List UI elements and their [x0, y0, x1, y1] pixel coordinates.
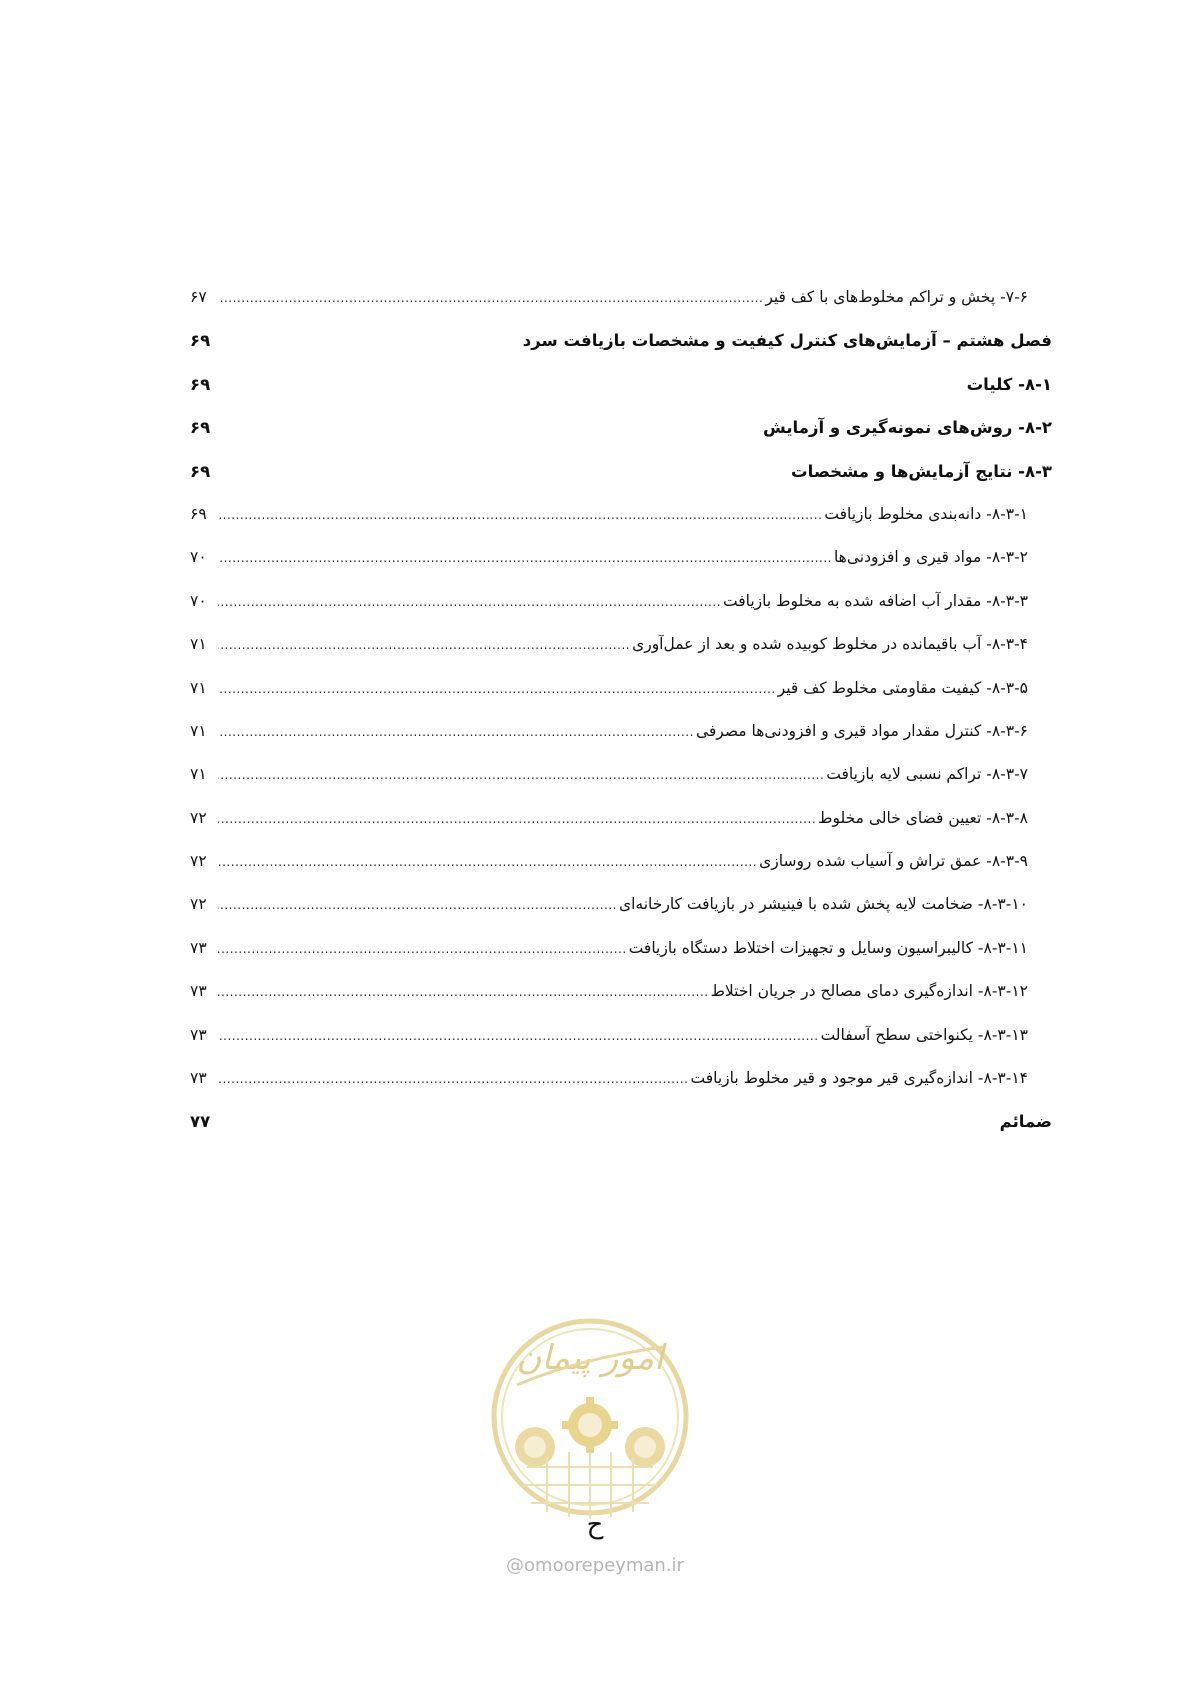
dot-leader [218, 668, 776, 711]
toc-entry-title: فصل هشتم – آزمایش‌های کنترل کیفیت و مشخصات بازیافت سرد [522, 331, 1052, 351]
dot-leader [218, 277, 763, 320]
toc-entry-page: ۷۱ [190, 721, 207, 740]
toc-entry[interactable] [190, 927, 1052, 970]
dot-leader [218, 798, 816, 841]
toc-entry-page: ۷۰ [190, 591, 207, 610]
dot-leader [218, 537, 832, 580]
toc-entry-title: ۸-۳-۱۰- ضخامت لایه پخش شده با فینیشر در بازیافت کارخانه‌ای [618, 895, 1028, 914]
toc-entry[interactable] [190, 450, 1052, 493]
toc-entry-title: ۸-۳-۱- دانه‌بندی مخلوط بازیافت [824, 504, 1028, 523]
left-gear-icon [515, 1427, 555, 1467]
toc-entry-page: ۷۳ [190, 1069, 207, 1088]
right-gear-icon [625, 1427, 665, 1467]
toc-entry-page: ۷۲ [190, 808, 207, 827]
toc-entry[interactable] [190, 623, 1052, 666]
toc-entry-page: ۶۹ [190, 331, 211, 351]
toc-entry-page: ۷۱ [190, 635, 207, 654]
dot-leader [218, 754, 824, 797]
toc-entry-page: ۷۱ [190, 678, 207, 697]
toc-entry[interactable] [190, 710, 1052, 753]
gear-icon [562, 1397, 618, 1453]
toc-entry-page: ۷۳ [190, 938, 207, 957]
dot-leader [218, 624, 630, 667]
toc-entry[interactable] [190, 1057, 1052, 1100]
toc-entry-title: ۸-۳-۶- کنترل مقدار مواد قیری و افزودنی‌ها مصرفی [695, 721, 1028, 740]
toc-entry[interactable] [190, 1014, 1052, 1057]
logo-text: امور پیمان [516, 1338, 664, 1378]
toc-entry-page: ۷۷ [190, 1112, 211, 1132]
toc-entry[interactable] [190, 753, 1052, 796]
toc-entry[interactable] [190, 276, 1052, 319]
toc-entry-page: ۶۹ [190, 504, 207, 523]
toc-entry-page: ۶۹ [190, 374, 211, 394]
toc-entry-page: ۷۲ [190, 852, 207, 871]
website-watermark: @omoorepeyman.ir [506, 1555, 684, 1576]
dot-leader [218, 581, 721, 624]
toc-entry-title: ۸-۳-۴- آب باقیمانده در مخلوط کوبیده شده و بعد از عمل‌آوری [632, 635, 1028, 654]
toc-entry-title: ۸-۳-۸- تعیین فضای خالی مخلوط [818, 808, 1028, 827]
toc-entry[interactable] [190, 493, 1052, 536]
toc-entry-title: ۸-۳- نتایج آزمایش‌ها و مشخصات [791, 461, 1052, 481]
toc-entry-page: ۷۲ [190, 895, 207, 914]
toc-entry[interactable] [190, 580, 1052, 623]
dot-leader [218, 884, 617, 927]
toc-entry-title: ۸-۳-۱۴- اندازه‌گیری قیر موجود و قیر مخلوط بازیافت [690, 1069, 1028, 1088]
toc-entry-title: ۸-۳-۱۳- یکنواختی سطح آسفالت [820, 1025, 1028, 1044]
dot-leader [218, 971, 709, 1014]
toc-entry-title: ۸-۱- کلیات [966, 374, 1052, 394]
toc-entry-title: ضمائم [999, 1112, 1052, 1132]
toc-entry[interactable] [190, 319, 1052, 362]
toc-entry-page: ۷۱ [190, 765, 207, 784]
toc-entry[interactable] [190, 970, 1052, 1013]
toc-entry[interactable] [190, 1100, 1052, 1143]
dot-leader [218, 841, 757, 884]
toc-entry-page: ۶۷ [190, 288, 207, 306]
toc-entry-title: ۷-۶- پخش و تراکم مخلوط‌های با کف قیر [765, 288, 1028, 306]
toc-entry[interactable] [190, 406, 1052, 449]
toc-entry-title: ۸-۳-۳- مقدار آب اضافه شده به مخلوط بازیافت [723, 591, 1028, 610]
page-number-letter: ح [586, 1510, 604, 1540]
dot-leader [218, 494, 822, 537]
toc-entry-title: ۸-۳-۷- تراکم نسبی لایه بازیافت [826, 765, 1028, 784]
toc-entry-title: ۸-۳-۱۱- کالیبراسیون وسایل و تجهیزات اختلاط دستگاه بازیافت [628, 938, 1028, 957]
dot-leader [218, 928, 627, 971]
toc-entry-title: ۸-۳-۵- کیفیت مقاومتی مخلوط کف قیر [777, 678, 1028, 697]
toc-entry-title: ۸-۳-۱۲- اندازه‌گیری دمای مصالح در جریان اختلاط [710, 982, 1028, 1001]
toc-entry-page: ۶۹ [190, 418, 211, 438]
omoorepeyman-logo [487, 1307, 693, 1537]
toc-entry-page: ۷۳ [190, 982, 207, 1001]
table-of-contents [190, 276, 1052, 1144]
toc-entry[interactable] [190, 797, 1052, 840]
dot-leader [218, 711, 694, 754]
toc-entry-title: ۸-۲- روش‌های نمونه‌گیری و آزمایش [763, 418, 1052, 438]
toc-entry-page: ۶۹ [190, 461, 211, 481]
toc-entry-title: ۸-۳-۲- مواد قیری و افزودنی‌ها [833, 548, 1028, 567]
dot-leader [218, 1015, 819, 1058]
toc-entry-page: ۷۳ [190, 1025, 207, 1044]
toc-entry[interactable] [190, 667, 1052, 710]
toc-entry-page: ۷۰ [190, 548, 207, 567]
toc-entry[interactable] [190, 883, 1052, 926]
toc-entry[interactable] [190, 840, 1052, 883]
toc-entry-title: ۸-۳-۹- عمق تراش و آسیاب شده روسازی [759, 852, 1028, 871]
toc-entry[interactable] [190, 536, 1052, 579]
toc-entry[interactable] [190, 363, 1052, 406]
dot-leader [218, 1058, 688, 1101]
